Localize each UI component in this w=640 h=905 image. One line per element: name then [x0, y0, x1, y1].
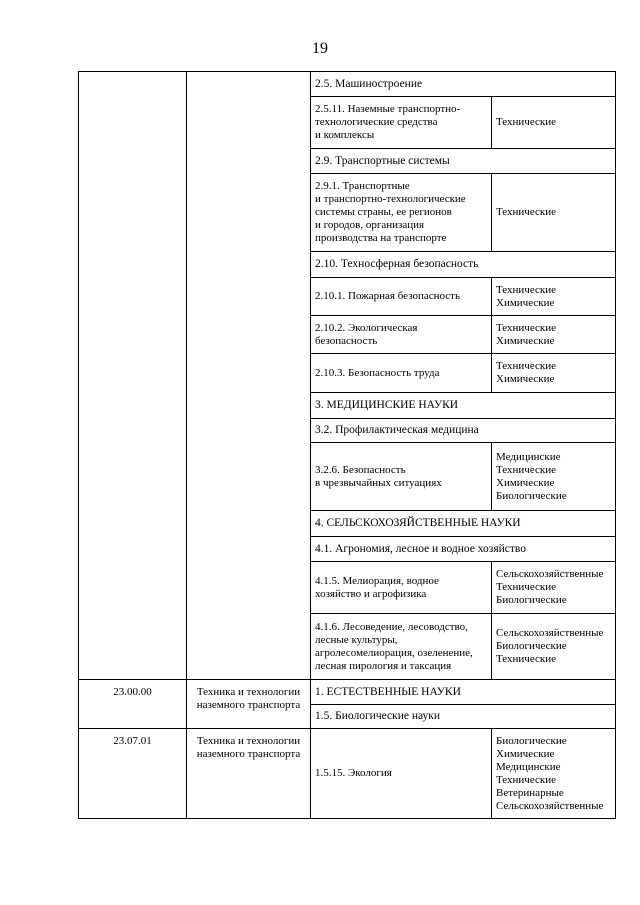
title-cell-empty [187, 72, 311, 680]
science-group-header: 4.1. Агрономия, лесное и водное хозяйство [311, 537, 616, 562]
science-branches [492, 97, 616, 149]
specialty-name-line: лесные культуры, [315, 633, 398, 646]
science-branches [492, 354, 616, 393]
specialty-name-line: 4.1.6. Лесоведение, лесоводство, [315, 620, 468, 633]
science-group-header: 4. СЕЛЬСКОХОЗЯЙСТВЕННЫЕ НАУКИ [311, 511, 616, 537]
specialty-name [311, 562, 492, 614]
program-code: 23.07.01 [79, 729, 187, 819]
specialties-table [78, 71, 616, 819]
science-branches-line: Технические [496, 581, 556, 593]
specialty-name-line: 2.10.1. Пожарная безопасность [315, 290, 460, 302]
program-title-line: Техника и технологии [196, 735, 301, 747]
code-cell-empty [79, 72, 187, 680]
science-branches-line: Технические [496, 360, 556, 372]
specialty-name-line: 4.1.5. Мелиорация, водное [315, 574, 439, 587]
science-branches [492, 443, 616, 511]
science-branches-line: Технические [496, 653, 556, 665]
specialty-name [311, 97, 492, 149]
table-row [79, 680, 616, 705]
specialty-name [311, 443, 492, 511]
science-branches-line: Химические [496, 373, 555, 385]
specialty-name-line: и комплексы [315, 129, 375, 141]
science-group-header: 1. ЕСТЕСТВЕННЫЕ НАУКИ [311, 680, 616, 705]
specialty-name-line: 2.5.11. Наземные транспортно- [315, 103, 461, 115]
science-branches [492, 316, 616, 354]
page-number: 19 [312, 40, 328, 57]
specialty-name-line: производства на транспорте [315, 232, 447, 244]
program-title-line: наземного транспорта [196, 748, 301, 760]
specialty-title-line: Техника и технологии [196, 686, 301, 698]
science-branches-line: Химические [496, 334, 555, 347]
specialty-name-line: агролесомелиорация, озеленение, [315, 646, 473, 659]
science-branches-line: Химические [496, 296, 555, 309]
specialty-name [311, 354, 492, 393]
science-branches-line: Сельскохозяйственные [496, 568, 604, 580]
table-row [79, 729, 616, 819]
specialty-name-line: технологические средства [315, 116, 438, 128]
specialty-name-line: 3.2.6. Безопасность [315, 463, 406, 476]
specialty-name [311, 614, 492, 680]
science-branches-line: Биологические [496, 489, 567, 502]
specialty-name [311, 174, 492, 252]
science-branches-line: Технические [496, 116, 556, 128]
specialty-name-line: и транспортно-технологические [315, 193, 466, 205]
specialty-name-line: 1.5.15. Экология [315, 767, 392, 779]
science-group-header: 2.5. Машиностроение [311, 72, 616, 97]
specialty-name [311, 316, 492, 354]
science-branches-line: Сельскохозяйственные [496, 799, 604, 812]
specialty-name-line: 2.10.3. Безопасность труда [315, 366, 440, 379]
science-branches-line: Технические [496, 773, 556, 786]
science-branches-line: Медицинские [496, 450, 561, 463]
science-branches-line: Ветеринарные [496, 786, 564, 799]
science-branches-line: Технические [496, 321, 556, 334]
table-row [79, 72, 616, 97]
specialty-title [187, 680, 311, 729]
specialty-name-line: и городов, организация [315, 219, 425, 231]
specialty-title-line: наземного транспорта [196, 699, 301, 711]
science-branches-line: Биологические [496, 734, 567, 747]
science-branches-line: Биологические [496, 594, 567, 606]
science-branches-line: Технические [496, 206, 556, 218]
science-group-header: 3.2. Профилактическая медицина [311, 419, 616, 443]
specialty-name-line: системы страны, ее регионов [315, 206, 452, 218]
science-group-header: 2.9. Транспортные системы [311, 149, 616, 174]
specialty-name [311, 729, 492, 819]
specialty-name-line: 2.10.2. Экологическая [315, 321, 418, 334]
science-branches [492, 174, 616, 252]
specialty-name-line: безопасность [315, 334, 378, 347]
science-group-header: 1.5. Биологические науки [311, 705, 616, 729]
science-branches [492, 614, 616, 680]
science-branches-line: Медицинские [496, 760, 561, 773]
specialty-name [311, 278, 492, 316]
specialty-name-line: лесная пирология и таксация [315, 659, 452, 672]
science-branches-line: Химические [496, 476, 555, 489]
science-branches [492, 278, 616, 316]
specialty-name-line: 2.9.1. Транспортные [315, 180, 410, 192]
science-branches-line: Биологические [496, 640, 567, 652]
science-branches [492, 562, 616, 614]
science-group-header: 3. МЕДИЦИНСКИЕ НАУКИ [311, 393, 616, 419]
science-group-header: 2.10. Техносферная безопасность [311, 252, 616, 278]
program-title [187, 729, 311, 819]
science-branches-line: Химические [496, 747, 555, 760]
science-branches-line: Технические [496, 463, 556, 476]
science-branches-line: Технические [496, 283, 556, 296]
science-branches [492, 729, 616, 819]
specialty-name-line: хозяйство и агрофизика [315, 587, 427, 600]
science-branches-line: Сельскохозяйственные [496, 627, 604, 639]
specialty-name-line: в чрезвычайных ситуациях [315, 476, 442, 489]
specialty-code: 23.00.00 [79, 680, 187, 729]
